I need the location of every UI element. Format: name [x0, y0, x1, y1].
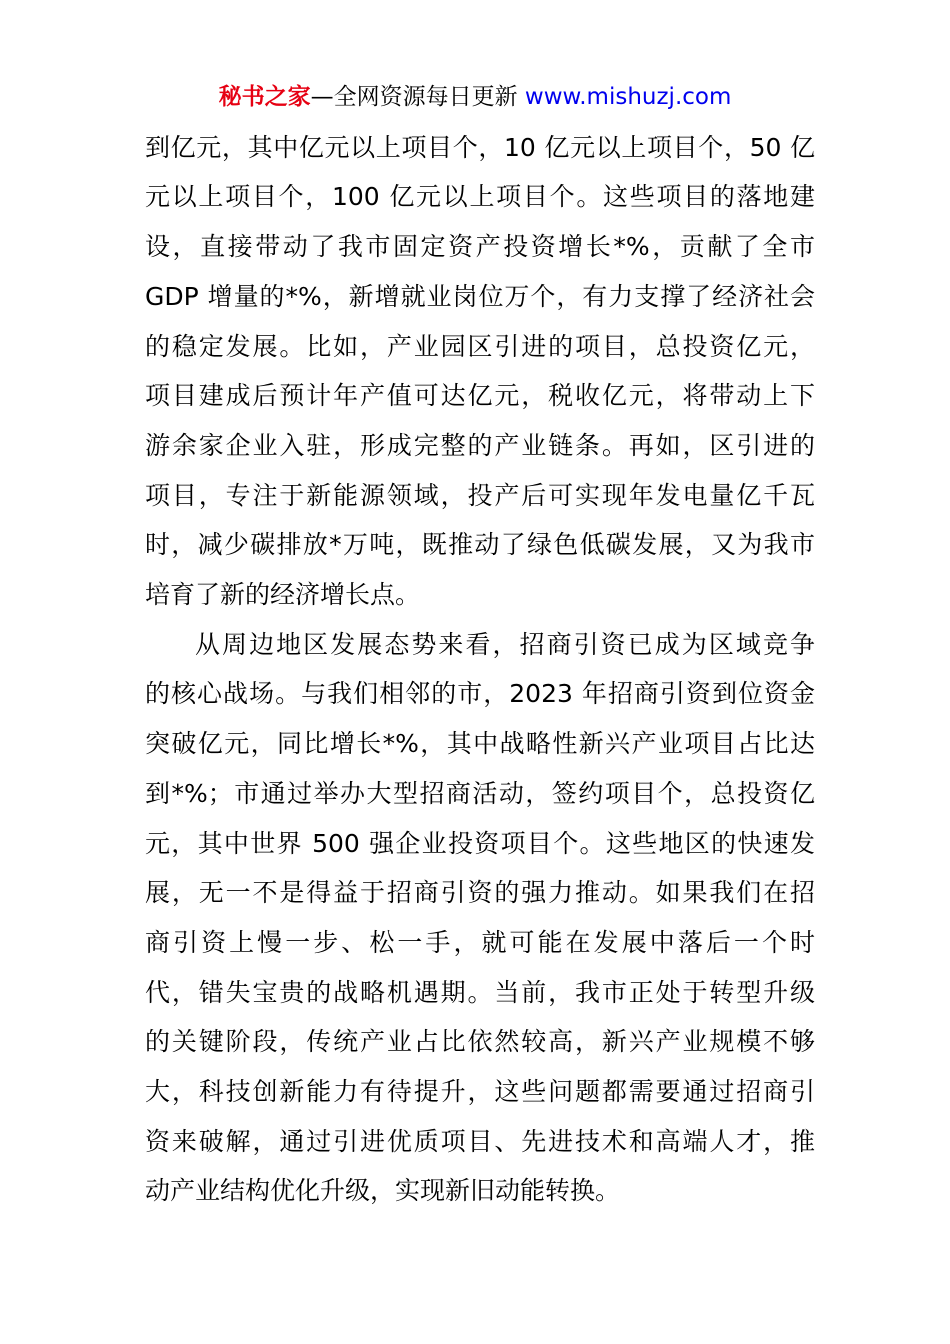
text-line: 资来破解，通过引进优质项目、先进技术和高端人才，推 — [145, 1127, 815, 1156]
text-line: 从周边地区发展态势来看，招商引资已成为区域竞争 — [195, 630, 815, 659]
text-line: 的核心战场。与我们相邻的市，2023 年招商引资到位资金 — [145, 679, 815, 708]
text-line: GDP 增量的*%，新增就业岗位万个，有力支撑了经济社会 — [145, 282, 815, 311]
page-header — [0, 79, 950, 115]
text-line: 的关键阶段，传统产业占比依然较高，新兴产业规模不够 — [145, 1027, 815, 1056]
text-line: 元，其中世界 500 强企业投资项目个。这些地区的快速发 — [145, 829, 815, 858]
text-line: 时，减少碳排放*万吨，既推动了绿色低碳发展，又为我市 — [145, 530, 815, 559]
text-line: 的稳定发展。比如，产业园区引进的项目，总投资亿元， — [145, 332, 815, 361]
site-url-link[interactable]: www.mishuzj.com — [524, 84, 732, 110]
brand-name: 秘书之家 — [218, 84, 311, 110]
header-tagline: —全网资源每日更新 — [310, 84, 525, 110]
text-line: 大，科技创新能力有待提升，这些问题都需要通过招商引 — [145, 1077, 815, 1106]
text-line: 突破亿元，同比增长*%，其中战略性新兴产业项目占比达 — [145, 729, 815, 758]
text-line: 设，直接带动了我市固定资产投资增长*%，贡献了全市 — [145, 232, 815, 261]
text-line: 项目建成后预计年产值可达亿元，税收亿元，将带动上下 — [145, 381, 815, 410]
text-line: 培育了新的经济增长点。 — [145, 580, 421, 609]
text-line: 到亿元，其中亿元以上项目个，10 亿元以上项目个，50 亿 — [145, 133, 815, 162]
text-line: 展，无一不是得益于招商引资的强力推动。如果我们在招 — [145, 878, 815, 907]
text-line: 代，错失宝贵的战略机遇期。当前，我市正处于转型升级 — [145, 978, 815, 1007]
text-line: 到*%；市通过举办大型招商活动，签约项目个，总投资亿 — [145, 779, 815, 808]
text-line: 商引资上慢一步、松一手，就可能在发展中落后一个时 — [145, 928, 815, 957]
text-line: 动产业结构优化升级，实现新旧动能转换。 — [145, 1176, 621, 1205]
text-line: 元以上项目个，100 亿元以上项目个。这些项目的落地建 — [145, 182, 815, 211]
text-line: 游余家企业入驻，形成完整的产业链条。再如，区引进的 — [145, 431, 815, 460]
text-line: 项目，专注于新能源领域，投产后可实现年发电量亿千瓦 — [145, 481, 815, 510]
